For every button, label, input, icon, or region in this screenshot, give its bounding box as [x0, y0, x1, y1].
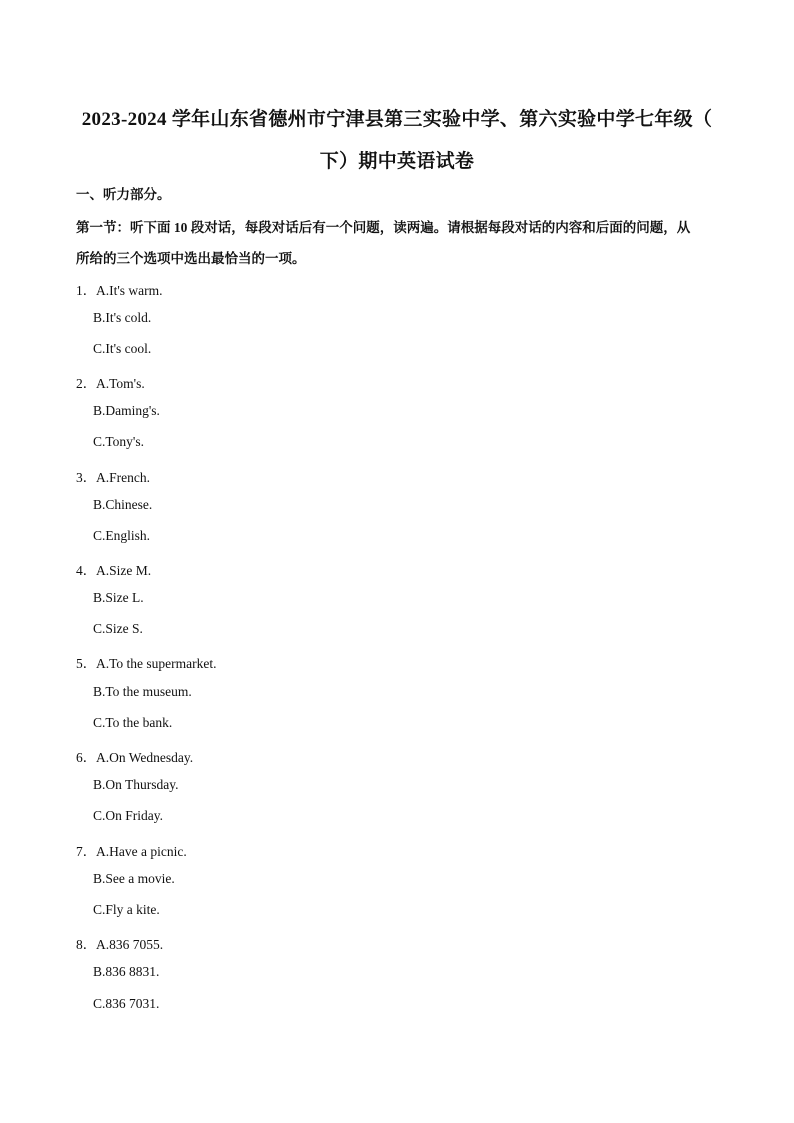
option-a: A.Tom's. [96, 376, 145, 391]
question-2 [76, 372, 145, 392]
section-heading: 一、听力部分。 [76, 187, 171, 202]
exam-title-line-2: 下）期中英语试卷 [319, 151, 475, 172]
question-number: 5． [76, 656, 97, 671]
question-number: 7． [76, 844, 97, 859]
question-1 [76, 279, 163, 299]
question-7 [76, 840, 187, 860]
option-a: A.Have a picnic. [96, 844, 187, 859]
option-b: B.836 8831. [93, 964, 160, 979]
question-number: 2． [76, 376, 97, 391]
option-a: A.Size M. [96, 563, 152, 578]
option-a: A.To the supermarket. [96, 656, 217, 671]
option-c: C.It's cool. [93, 341, 152, 356]
option-a: A.It's warm. [96, 283, 163, 298]
question-number: 3． [76, 470, 97, 485]
option-c: C.To the bank. [93, 715, 173, 730]
option-c: C.Tony's. [93, 434, 144, 449]
question-number: 1． [76, 283, 97, 298]
question-5 [76, 652, 217, 672]
option-a: A.On Wednesday. [96, 750, 194, 765]
option-b: B.It's cold. [93, 310, 152, 325]
option-c: C.Fly a kite. [93, 902, 160, 917]
question-3 [76, 466, 150, 486]
question-8 [76, 933, 163, 953]
option-b: B.See a movie. [93, 871, 175, 886]
option-c: C.On Friday. [93, 808, 163, 823]
option-a: A.836 7055. [96, 937, 164, 952]
option-b: B.To the museum. [93, 684, 192, 699]
option-a: A.French. [96, 470, 150, 485]
option-b: B.Daming's. [93, 403, 160, 418]
question-6 [76, 746, 193, 766]
option-c: C.Size S. [93, 621, 143, 636]
option-c: C.English. [93, 528, 151, 543]
option-b: B.On Thursday. [93, 777, 179, 792]
option-b: B.Chinese. [93, 497, 153, 512]
exam-title-line-1: 2023-2024 学年山东省德州市宁津县第三实验中学、第六实验中学七年级（ [81, 109, 713, 130]
question-4 [76, 559, 151, 579]
question-number: 6． [76, 750, 97, 765]
option-b: B.Size L. [93, 590, 144, 605]
instruction-line-1: 第一节：听下面 10 段对话，每段对话后有一个问题，读两遍。请根据每段对话的内容和后面的问题，从 [76, 220, 691, 235]
question-number: 8． [76, 937, 97, 952]
question-number: 4． [76, 563, 97, 578]
instruction-line-2: 所给的三个选项中选出最恰当的一项。 [76, 251, 306, 266]
option-c: C.836 7031. [93, 996, 160, 1011]
